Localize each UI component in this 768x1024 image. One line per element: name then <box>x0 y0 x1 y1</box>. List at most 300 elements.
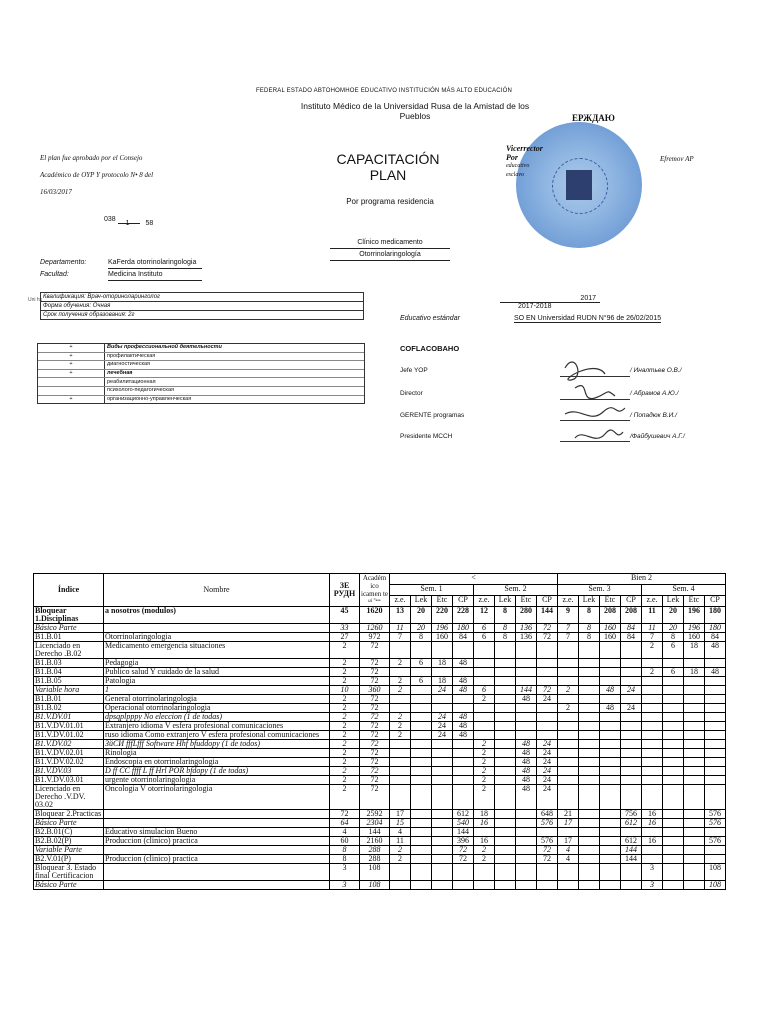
row-value <box>621 776 642 785</box>
row-hours: 72 <box>360 767 390 776</box>
row-value: 3 <box>642 881 663 890</box>
approver-name: Efremov AP <box>660 155 694 163</box>
row-index: B1.V.DV.01 <box>34 713 104 722</box>
row-value: 7 <box>390 633 411 642</box>
row-ze: 2 <box>330 731 360 740</box>
row-value <box>495 864 516 881</box>
row-hours: 72 <box>360 776 390 785</box>
sub-header-cell: Lek <box>411 596 432 607</box>
row-value <box>453 749 474 758</box>
year-range: 2017-2018 <box>518 303 552 310</box>
row-value <box>495 713 516 722</box>
row-value: 136 <box>516 633 537 642</box>
row-hours: 72 <box>360 731 390 740</box>
row-value <box>663 749 684 758</box>
row-value: 48 <box>453 722 474 731</box>
row-value <box>705 776 726 785</box>
row-value: 24 <box>621 686 642 695</box>
row-value <box>390 642 411 659</box>
course-2-header: Bien 2 <box>558 574 726 585</box>
row-value <box>621 740 642 749</box>
row-value <box>495 704 516 713</box>
row-value <box>621 659 642 668</box>
row-value <box>684 758 705 767</box>
row-value: 8 <box>579 607 600 624</box>
row-value <box>684 749 705 758</box>
col-header-ze: ЗЕ РУДН <box>330 574 360 607</box>
row-value <box>705 846 726 855</box>
row-value <box>516 642 537 659</box>
row-value <box>705 704 726 713</box>
row-value: 15 <box>390 819 411 828</box>
row-value <box>411 828 432 837</box>
row-hours: 2304 <box>360 819 390 828</box>
col-header-index: Índice <box>34 574 104 607</box>
row-hours: 72 <box>360 642 390 659</box>
row-value: 48 <box>453 659 474 668</box>
row-ze: 2 <box>330 740 360 749</box>
row-value: 13 <box>390 607 411 624</box>
row-value <box>432 642 453 659</box>
row-value <box>474 668 495 677</box>
row-value <box>684 740 705 749</box>
row-value: 180 <box>705 624 726 633</box>
row-value: 144 <box>621 855 642 864</box>
row-ze: 2 <box>330 776 360 785</box>
row-value <box>516 837 537 846</box>
row-value: 18 <box>432 659 453 668</box>
signature-name: / Иналтьев О.В./ <box>630 367 682 374</box>
row-value <box>495 855 516 864</box>
row-value <box>432 855 453 864</box>
row-ze: 2 <box>330 749 360 758</box>
row-value <box>537 713 558 722</box>
row-value <box>558 713 579 722</box>
row-value <box>600 740 621 749</box>
row-value <box>705 740 726 749</box>
row-value <box>516 722 537 731</box>
qualification-row-1: Квалификация: Врач-оториноларинголог <box>41 293 363 302</box>
row-value: 24 <box>432 731 453 740</box>
row-value: 2 <box>390 713 411 722</box>
row-value: 72 <box>453 855 474 864</box>
row-value: 196 <box>432 624 453 633</box>
table-row <box>34 607 726 624</box>
row-value <box>684 810 705 819</box>
sub-header-cell: CP <box>537 596 558 607</box>
row-value <box>411 846 432 855</box>
row-value <box>390 740 411 749</box>
row-ze: 10 <box>330 686 360 695</box>
row-value <box>495 740 516 749</box>
row-value <box>474 642 495 659</box>
row-value <box>453 785 474 810</box>
row-index: B1.V.DV.02.02 <box>34 758 104 767</box>
row-value <box>495 881 516 890</box>
table-row <box>34 881 726 890</box>
row-value: 48 <box>453 677 474 686</box>
row-value: 576 <box>705 837 726 846</box>
row-value: 8 <box>495 633 516 642</box>
row-value <box>600 659 621 668</box>
row-value <box>642 731 663 740</box>
qualification-row-3: Срок получения образования: 2г <box>43 312 135 318</box>
row-value: 48 <box>453 713 474 722</box>
row-value <box>684 695 705 704</box>
row-value <box>495 659 516 668</box>
row-ze: 2 <box>330 704 360 713</box>
row-value <box>600 828 621 837</box>
row-ze: 64 <box>330 819 360 828</box>
row-value <box>432 881 453 890</box>
row-value <box>495 828 516 837</box>
signature-role: Jefe YOP <box>400 367 428 374</box>
row-index: B1.V.DV.01.01 <box>34 722 104 731</box>
row-value <box>684 767 705 776</box>
row-name: Oncologia V otorrinolaringologia <box>104 785 330 810</box>
sub-header-cell: Lek <box>579 596 600 607</box>
row-value <box>579 731 600 740</box>
academic-hours-label: Académ ico icamen te <box>361 574 389 598</box>
row-value: 144 <box>537 607 558 624</box>
row-value <box>453 758 474 767</box>
row-name <box>104 881 330 890</box>
row-value: 24 <box>432 722 453 731</box>
row-value: 16 <box>642 810 663 819</box>
row-value <box>579 749 600 758</box>
table-row <box>34 668 726 677</box>
row-value: 2 <box>558 704 579 713</box>
row-index: Básico Parte <box>34 624 104 633</box>
row-value <box>621 767 642 776</box>
vice-rector-por: Por <box>506 153 518 162</box>
row-hours: 72 <box>360 758 390 767</box>
row-value <box>600 767 621 776</box>
row-value: 2 <box>390 855 411 864</box>
title-line-2: PLAN <box>369 167 407 183</box>
row-value <box>684 819 705 828</box>
row-value: 48 <box>600 704 621 713</box>
row-value: 12 <box>474 607 495 624</box>
row-value <box>474 659 495 668</box>
row-value: 48 <box>516 767 537 776</box>
row-value <box>705 731 726 740</box>
row-value: 136 <box>516 624 537 633</box>
row-name: D ff CC ffff L ff Hrl POR bfdopy (1 de todas) <box>104 767 330 776</box>
row-value: 20 <box>663 624 684 633</box>
row-value <box>411 837 432 846</box>
row-value: 11 <box>642 607 663 624</box>
row-value <box>600 758 621 767</box>
row-value <box>432 846 453 855</box>
row-value <box>558 642 579 659</box>
row-hours: 1620 <box>360 607 390 624</box>
row-value: 72 <box>453 846 474 855</box>
row-value: 24 <box>432 686 453 695</box>
row-value: 6 <box>411 677 432 686</box>
row-value <box>537 722 558 731</box>
row-value <box>411 713 432 722</box>
row-value <box>642 785 663 810</box>
row-value <box>663 758 684 767</box>
row-value <box>495 785 516 810</box>
row-value <box>579 659 600 668</box>
row-value <box>495 776 516 785</box>
row-value <box>432 837 453 846</box>
signature-name: / Попадюк В.И./ <box>630 412 677 419</box>
vice-rector-esclavo: esclavo <box>506 172 524 178</box>
row-value <box>495 677 516 686</box>
row-value <box>432 785 453 810</box>
row-value: 160 <box>600 624 621 633</box>
row-value <box>516 864 537 881</box>
row-value <box>600 642 621 659</box>
row-name <box>104 810 330 819</box>
row-value: 208 <box>600 607 621 624</box>
row-value <box>390 749 411 758</box>
row-value <box>642 776 663 785</box>
row-value <box>705 713 726 722</box>
row-value <box>579 677 600 686</box>
title-line-1: CAPACITACIÓN <box>336 151 440 167</box>
row-value: 4 <box>558 855 579 864</box>
row-value: 48 <box>600 686 621 695</box>
row-name: Extranjero idioma V esfera profesional comunicaciones <box>104 722 330 731</box>
row-name: Produccion (clinico) practica <box>104 855 330 864</box>
row-ze: 3 <box>330 881 360 890</box>
row-value <box>663 810 684 819</box>
table-row <box>34 642 726 659</box>
row-value: 2 <box>474 855 495 864</box>
row-value <box>663 846 684 855</box>
row-name: Patologia <box>104 677 330 686</box>
row-index: Variable hora <box>34 686 104 695</box>
row-value <box>516 713 537 722</box>
row-value <box>474 881 495 890</box>
row-index: Variable Parte <box>34 846 104 855</box>
row-hours: 288 <box>360 846 390 855</box>
row-value <box>558 659 579 668</box>
col-header-academic <box>360 574 390 607</box>
row-value <box>579 881 600 890</box>
row-value <box>663 767 684 776</box>
row-value <box>558 740 579 749</box>
row-value <box>411 767 432 776</box>
row-value <box>432 828 453 837</box>
row-value <box>411 819 432 828</box>
row-value <box>432 776 453 785</box>
row-value <box>390 881 411 890</box>
row-value <box>411 881 432 890</box>
row-value <box>390 864 411 881</box>
row-index: Bloquear 2.Practicas <box>34 810 104 819</box>
row-value <box>537 704 558 713</box>
activities-header: Виды профессиональной деятельности <box>105 344 365 352</box>
row-value: 48 <box>516 785 537 810</box>
row-value: 160 <box>600 633 621 642</box>
row-value <box>600 864 621 881</box>
course-1-header: < <box>390 574 558 585</box>
vice-rector-educativo: educativo <box>506 163 530 169</box>
row-value <box>432 740 453 749</box>
row-value: 17 <box>558 819 579 828</box>
row-value: 2 <box>558 686 579 695</box>
row-value <box>579 642 600 659</box>
row-value <box>684 686 705 695</box>
row-value <box>663 740 684 749</box>
row-value: 8 <box>663 633 684 642</box>
row-value <box>537 881 558 890</box>
row-value <box>516 704 537 713</box>
row-value: 2 <box>474 695 495 704</box>
sub-header-cell: z.e. <box>642 596 663 607</box>
row-index: B1.B.02 <box>34 704 104 713</box>
row-value <box>516 810 537 819</box>
row-value <box>390 695 411 704</box>
semester-3-header: Sem. 3 <box>558 585 642 596</box>
row-value <box>684 785 705 810</box>
sub-header-cell: Etc <box>432 596 453 607</box>
row-value: 220 <box>432 607 453 624</box>
row-value: 84 <box>621 633 642 642</box>
row-hours: 1260 <box>360 624 390 633</box>
semester-2-header: Sem. 2 <box>474 585 558 596</box>
row-hours: 72 <box>360 668 390 677</box>
row-value: 72 <box>537 686 558 695</box>
row-name: General otorrinolaringologia <box>104 695 330 704</box>
row-value <box>411 740 432 749</box>
row-value <box>558 785 579 810</box>
row-value <box>558 749 579 758</box>
row-value: 11 <box>642 624 663 633</box>
row-value <box>474 864 495 881</box>
activity-mark <box>38 386 105 395</box>
row-value: 144 <box>453 828 474 837</box>
row-value <box>453 740 474 749</box>
row-value <box>621 749 642 758</box>
row-value: 540 <box>453 819 474 828</box>
row-value: 576 <box>705 810 726 819</box>
row-ze: 2 <box>330 758 360 767</box>
row-value <box>495 695 516 704</box>
row-ze: 27 <box>330 633 360 642</box>
row-value <box>411 758 432 767</box>
row-value: 8 <box>411 633 432 642</box>
row-value <box>390 776 411 785</box>
row-value: 48 <box>453 731 474 740</box>
signature-name: / Абрамов А.Ю./ <box>630 390 679 397</box>
row-value <box>579 828 600 837</box>
row-value: 2 <box>390 731 411 740</box>
row-value <box>684 722 705 731</box>
sub-header-cell: z.e. <box>474 596 495 607</box>
row-value <box>495 642 516 659</box>
row-value: 576 <box>705 819 726 828</box>
row-value: 2 <box>390 659 411 668</box>
row-value <box>411 785 432 810</box>
handwritten-signatures-icon <box>545 348 635 452</box>
signature-name: /Файбушевич А.Г./ <box>630 433 685 440</box>
row-value <box>495 810 516 819</box>
row-value <box>621 785 642 810</box>
row-value <box>663 704 684 713</box>
row-value: 16 <box>642 819 663 828</box>
row-value: 48 <box>516 776 537 785</box>
row-value: 6 <box>663 668 684 677</box>
row-name: Medicamento emergencia situaciones <box>104 642 330 659</box>
department-value: KaFerda otorrinolaringologia <box>108 257 202 269</box>
row-value <box>684 704 705 713</box>
row-value <box>684 864 705 881</box>
row-value: 72 <box>537 846 558 855</box>
row-value: 228 <box>453 607 474 624</box>
row-value <box>663 828 684 837</box>
row-ze: 2 <box>330 668 360 677</box>
row-value <box>411 722 432 731</box>
row-hours: 108 <box>360 881 390 890</box>
row-value <box>411 864 432 881</box>
row-value <box>579 837 600 846</box>
table-row <box>34 740 726 749</box>
row-value: 48 <box>516 695 537 704</box>
row-value: 20 <box>411 607 432 624</box>
row-value: 4 <box>390 828 411 837</box>
row-value <box>600 731 621 740</box>
row-ze: 2 <box>330 722 360 731</box>
row-value: 24 <box>537 758 558 767</box>
activity-item: диагностическая <box>105 361 365 370</box>
activity-item: профилактическая <box>105 352 365 361</box>
row-value <box>558 758 579 767</box>
row-value <box>621 713 642 722</box>
row-value <box>705 677 726 686</box>
signatures-heading: COFLACOBAHO <box>400 344 460 353</box>
row-ze: 2 <box>330 713 360 722</box>
row-value: 144 <box>516 686 537 695</box>
row-hours: 360 <box>360 686 390 695</box>
row-value: 72 <box>537 855 558 864</box>
row-value <box>579 864 600 881</box>
row-index: B1.B.05 <box>34 677 104 686</box>
row-value: 11 <box>390 837 411 846</box>
row-value <box>558 881 579 890</box>
row-index: Licenciado en Derecho .B.02 <box>34 642 104 659</box>
row-name: ruso idioma Como extranjero V esfera profesional comunicaciones <box>104 731 330 740</box>
row-hours: 72 <box>360 713 390 722</box>
row-index: B1.B.04 <box>34 668 104 677</box>
sub-header-cell: z.e. <box>558 596 579 607</box>
row-value <box>705 749 726 758</box>
specialty-code <box>104 216 154 227</box>
row-value <box>705 695 726 704</box>
row-value <box>537 642 558 659</box>
row-value: 72 <box>537 633 558 642</box>
row-value <box>411 686 432 695</box>
row-value <box>411 749 432 758</box>
row-value <box>495 846 516 855</box>
row-name: Pedagogia <box>104 659 330 668</box>
row-value: 108 <box>705 864 726 881</box>
row-value: 2 <box>390 722 411 731</box>
row-value <box>600 785 621 810</box>
row-value <box>516 828 537 837</box>
approval-line-2: Académico de OYP Y protocolo N• 8 del <box>40 171 154 179</box>
row-value: 24 <box>537 695 558 704</box>
row-value: 24 <box>537 785 558 810</box>
row-value: 48 <box>705 642 726 659</box>
row-value <box>642 686 663 695</box>
row-value: 2 <box>474 846 495 855</box>
